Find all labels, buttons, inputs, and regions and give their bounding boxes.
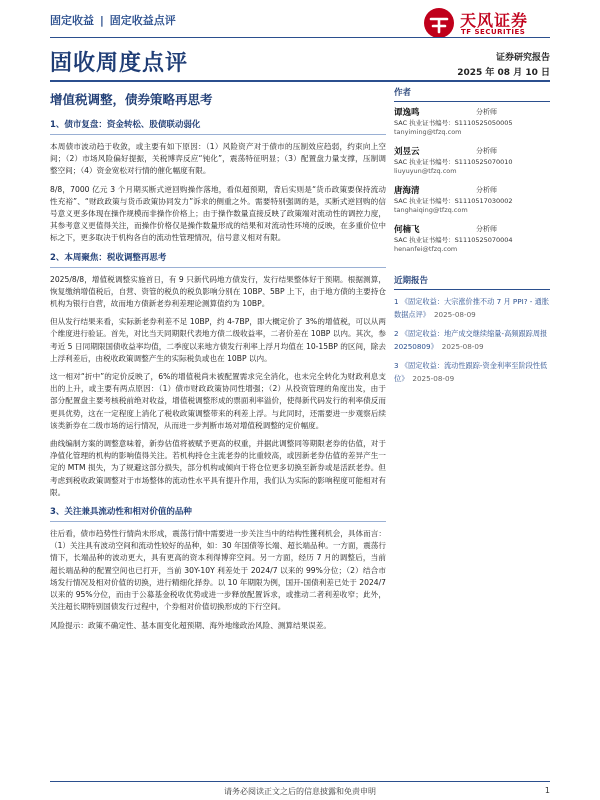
recent-report-date: 2025-08-09: [433, 310, 476, 319]
main-column: [50, 86, 386, 638]
recent-report-link[interactable]: [394, 327, 550, 353]
analyst-role: 分析师: [476, 225, 497, 233]
analyst-card: [394, 223, 550, 256]
section-divider: [50, 521, 386, 522]
sidebar: [394, 86, 550, 391]
paragraph: 曲线编制方案的调整意味着，新券估值将被赋予更高的权重，并据此调整同等期限老券的估值，对于净值化管理的机构的影响值得关注。若机构持仓主流老券的比重较高，或因新老券估值的差异产生一定的 MTM 损失，为了规避这部分损失，部分机构或倾向于将仓位更多切换至新券或是活跃老券。但考虑到税收政策调整对于市场整体的流动性水平具有提升作用，我们认为实际的影响程度可能相对有限。: [50, 439, 386, 497]
recent-report-date: 2025-08-09: [412, 374, 455, 383]
paragraph: 8/8，7000 亿元 3 个月期买断式逆回购操作落地，看似超预期，背后实则是“货币政策要保持流动性充裕”、“财政政策与货币政策协同发力”诉求的侧重之外。需要特别强调的是，买断式逆回购的信号意义更多体现在操作规模而非操作价格上；由于操作数量直接反映了政策端对流动性的调控力度，其参考意义更值得关注，而操作价格仅是操作数量形成的结果和对流动性环境的反映，在多重价位中标之下，更多取决于机构各自的流动性管理情况，信号意义相对有限。: [50, 184, 386, 243]
section-divider: [50, 267, 386, 268]
page-number: 1: [544, 786, 550, 795]
recent-report-title[interactable]: 1 《固定收益：大宗涨价推不动 7 月 PPI? - 通胀数据点评》: [394, 297, 550, 319]
analyst-card: [394, 184, 550, 217]
analyst-card: [394, 106, 550, 139]
recent-report-date: 2025-08-09: [441, 342, 484, 351]
analyst-email[interactable]: tanghaiqing@tfzq.com: [394, 206, 468, 214]
analyst-license: SAC 执业证书编号：S1110525070004: [394, 236, 513, 244]
analyst-name: 谭逸鸣: [394, 108, 420, 118]
analyst-role: 分析师: [476, 186, 497, 194]
paragraph: 但从发行结果来看，实际新老券利差不足 10BP，约 4-7BP，即大概定价了 3%的增值税，可以从两个维度进行验证。首先，对比当天同期限代表地方债二级收益率，二者价差在 10BP 以内。其次，参考近 5 日同期限国债收益率均值，二季度以来地方债发行利率上浮月均值在 10-15BP 的区间，除去上浮利差后，由税收政策调整产生的实际税负或也在 10BP 以内。: [50, 317, 386, 363]
analyst-name: 唐海清: [394, 186, 420, 196]
analyst-license: SAC 执业证书编号：S1110525050005: [394, 119, 513, 127]
report-type: 证券研究报告: [495, 53, 550, 63]
section-heading: 3、关注兼具流动性和相对价值的品种: [50, 507, 192, 518]
logo-text-cn: 天风证券: [460, 11, 529, 30]
section-heading: 2、本周聚焦：税收调整再思考: [50, 252, 167, 263]
paragraph: 这一相对“折中”的定价反映了，6%的增值税尚未被配置需求完全消化，也未完全转化为财政利息支出的上升，或主要有两点原因：（1）债市财政政策协同性增强；（2）从投资管理的角度出发，由于部分配置盘主要考核税前绝对收益，增值税调整形成的票面利率溢价，使得新代码发行的利率债反而更具优势，这在一定程度上消化了税收政策调整带来的利差上浮。与此同时，还需要进一步观察后续该类新券在二级市场的运行情况，从而进一步判断市场对增值税调整的定价幅度。: [50, 372, 386, 430]
analyst-name: 刘昱云: [394, 147, 420, 157]
analyst-email[interactable]: henanfei@tfzq.com: [394, 245, 458, 253]
footer-divider: [50, 781, 550, 782]
analyst-license: SAC 执业证书编号：S1110517030002: [394, 197, 513, 205]
crumb-category: 固定收益: [50, 14, 94, 27]
recent-report-link[interactable]: [394, 359, 550, 385]
crumb-separator: |: [99, 14, 104, 27]
logo-text-en: TF SECURITIES: [461, 28, 526, 36]
paragraph: 本周债市波动趋于收敛，或主要有如下原因：（1）风险资产对于债市的压制效应趋弱，约束向上空间；（2）市场风险偏好提振，关税博弈反应“钝化”，震荡特征明显；（3）配置盘力量支撑，压制调整空间；（4）资金宽松对行情的催化幅度有限。: [50, 142, 386, 176]
analyst-email[interactable]: tanyiming@tfzq.com: [394, 128, 462, 136]
analyst-role: 分析师: [476, 147, 497, 155]
logo-mark-icon: [422, 6, 456, 40]
analyst-role: 分析师: [476, 108, 497, 116]
risk-warning: 风险提示：政策不确定性、基本面变化超预期、海外地缘政治风险、测算结果误差。: [50, 620, 331, 630]
company-logo: [422, 4, 550, 44]
paragraph: 往后看，债市趋势性行情尚未形成，震荡行情中需要进一步关注当中的结构性獲利机会，具体而言：（1）关注具有波动空间和流动性较好的品种，如：30 年国债等长端、超长端品种。一方面，震荡行情下，长端品种的波动更大，具有更高的资本利得博弈空间。另一方面，经历 7 月的调整后，当前超长端品种的配置空间也已打开，当前 30Y-10Y 利差处于 2024/7 以来的 99%分位；（2）结合市场发行情况及相对价值的切换，进行精细化择券。以 10 年期限为例，国开-国债利差已处于 2024/7 以来的 95%分位，而由于公募基金税收优势或进一步释放配置诉求，或推动二者利差收窄；此外，关注超长期特别国债发行过程中，个券相对价值切换形成的下行空间。: [50, 529, 386, 612]
recent-report-link[interactable]: [394, 295, 550, 321]
report-date: 2025 年 08 月 10 日: [457, 68, 550, 78]
section-divider: [50, 134, 386, 135]
page-title: 固收周度点评: [50, 51, 189, 76]
recent-report-title[interactable]: 3 《固定收益：流动性跟踪-资金利率至阶段性低位》: [394, 361, 548, 383]
footer-disclaimer: 请务必阅读正文之后的信息披露和免责申明: [224, 787, 376, 796]
analyst-card: [394, 145, 550, 178]
breadcrumb: [50, 12, 176, 28]
paragraph: 2025/8/8，增值税调整实施首日，有 9 只新代码地方债发行，发行结果整体好于预期。根据测算，恢复缴纳增值税后，自营、资管的税负的税负影响分别在 10BP、5BP 上下，由于地方债的主要持仓机构为银行自营，故而地方债新老券利差理论测算值约为 10BP。: [50, 274, 386, 309]
section-heading: 1、债市复盘：资金转松、股债联动弱化: [50, 120, 201, 130]
recent-reports-heading: 近期报告: [394, 274, 550, 290]
analyst-email[interactable]: liuyuyun@tfzq.com: [394, 167, 457, 175]
recent-report-title[interactable]: 2 《固定收益：地产成交继续缩量-高频跟踪周报 20250809》: [394, 329, 548, 351]
analyst-name: 何楠飞: [394, 225, 420, 235]
analyst-license: SAC 执业证书编号：S1110525070010: [394, 158, 513, 166]
header-divider: [50, 37, 550, 38]
authors-heading: 作者: [394, 86, 550, 102]
crumb-subcategory: 固定收益点评: [109, 14, 176, 27]
title-divider: [50, 80, 550, 82]
report-subtitle: 增值税调整，债券策略再思考: [50, 92, 213, 107]
